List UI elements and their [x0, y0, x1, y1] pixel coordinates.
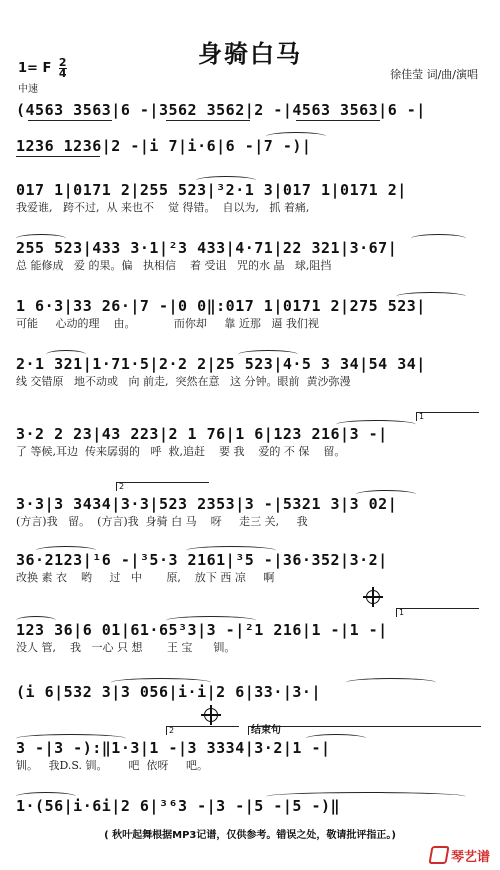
notes-line: (4563 3563|6 -|3562 3562|2 -|4563 3563|6 -|: [16, 101, 426, 119]
volta-1: 1: [416, 412, 479, 421]
coda-sign: [366, 590, 380, 604]
end-section-label: 结束句: [251, 725, 281, 736]
volta-2b: 2: [166, 726, 239, 735]
score-system-9: [16, 550, 486, 586]
score-system-2: [16, 136, 486, 156]
lyrics-line: 总 能修成 爱 的果。偏 执相信 着 受诅 咒的水 晶 球,阻挡: [16, 259, 332, 272]
score-system-7: [16, 412, 486, 460]
notes-line: 36·2123|¹6 -|³5·3 2161|³5 -|36·352|3·2|: [16, 551, 388, 569]
time-signature: [59, 58, 67, 79]
notes-line: 1 6·3|33 26·|7 -|0 0‖:017 1|0171 2|275 523|: [16, 297, 426, 315]
score-system-8: [16, 482, 486, 530]
volta-2: 2: [116, 482, 209, 491]
time-top: 2: [58, 56, 67, 69]
notes-line: (i 6|532 3|3 056|i·i|2 6|33·|3·|: [16, 683, 321, 701]
notes-line: 017 1|0171 2|255 523|³2·1 3|017 1|0171 2|: [16, 181, 407, 199]
score-system-12: [16, 725, 486, 774]
volta-1b: 1: [396, 608, 479, 617]
lyrics-line: 没人 管, 我 一心 只 想 王 宝 钏。: [16, 641, 236, 654]
lyrics-line: 改换 素 衣 哟 过 中 原, 放下 西 凉 啊: [16, 571, 275, 584]
key-label: 1= F: [18, 61, 52, 76]
end-section-bracket: [248, 726, 481, 735]
lyrics-line: 我爱谁, 跨不过, 从 来也不 觉 得错。 自以为, 抓 着痛,: [16, 201, 310, 214]
lyrics-line: 可能 心动的理 由。 而你却 靠 近那 逼 我们视: [16, 317, 319, 330]
site-logo: [430, 846, 490, 865]
lyrics-line: 线 交错原 地不动或 向 前走, 突然在意 这 分钟。眼前 黄沙弥漫: [16, 375, 351, 388]
score-system-10: [16, 608, 486, 656]
notes-line: 3·2 2 23|43 223|2 1 76|1 6|123 216|3 -|: [16, 425, 388, 443]
notes-line: 3 -|3 -):‖1·3|1 -|3 3334|3·2|1 -|: [16, 739, 331, 757]
notes-line: 2·1 321|1·71·5|2·2 2|25 523|4·5 3 34|54 34|: [16, 355, 426, 373]
notes-line: 1·(56|i·6i|2 6|³⁶3 -|3 -|5 -|5 -)‖: [16, 797, 341, 815]
song-title: 身骑白马: [198, 39, 302, 68]
lyrics-line: 钏。 我D.S. 钏。 吧 依呀 吧。: [16, 759, 209, 772]
notes-line: 3·3|3 3434|3·3|523 2353|3 -|5321 3|3 02|: [16, 495, 398, 513]
score-system-13: [16, 796, 486, 816]
logo-icon: [428, 846, 449, 864]
footer-note: ( 秋叶起舞根据MP3记谱，仅供参考。错误之处，敬请批评指正。): [104, 830, 396, 841]
score-system-11: [16, 682, 486, 702]
score-system-6: [16, 354, 486, 390]
coda-sign-2: [204, 708, 218, 722]
notes-line: 123 36|6 01|61·65³3|3 -|²1 216|1 -|1 -|: [16, 621, 388, 639]
lyrics-line: 了 等候,耳边 传来孱弱的 呼 救,追赶 要 我 爱的 不 保 留。: [16, 445, 346, 458]
lyrics-line: (方言)我 留。 (方言)我 身骑 白 马 呀 走三 关, 我: [16, 515, 308, 528]
notes-line: 1236 1236|2 -|i 7|i·6|6 -|7 -)|: [16, 137, 312, 155]
tempo-marking: 中速: [18, 84, 38, 95]
key-signature: [18, 58, 67, 79]
score-system-1: [16, 100, 486, 120]
notes-line: 255 523|433 3·1|²3 433|4·71|22 321|3·67|: [16, 239, 398, 257]
logo-text: 琴艺谱: [450, 850, 490, 865]
credits: 徐佳莹 词/曲/演唱: [390, 68, 478, 81]
score-system-5: [16, 296, 486, 332]
time-bottom: 4: [58, 67, 67, 80]
score-system-4: [16, 238, 486, 274]
score-system-3: [16, 180, 486, 216]
